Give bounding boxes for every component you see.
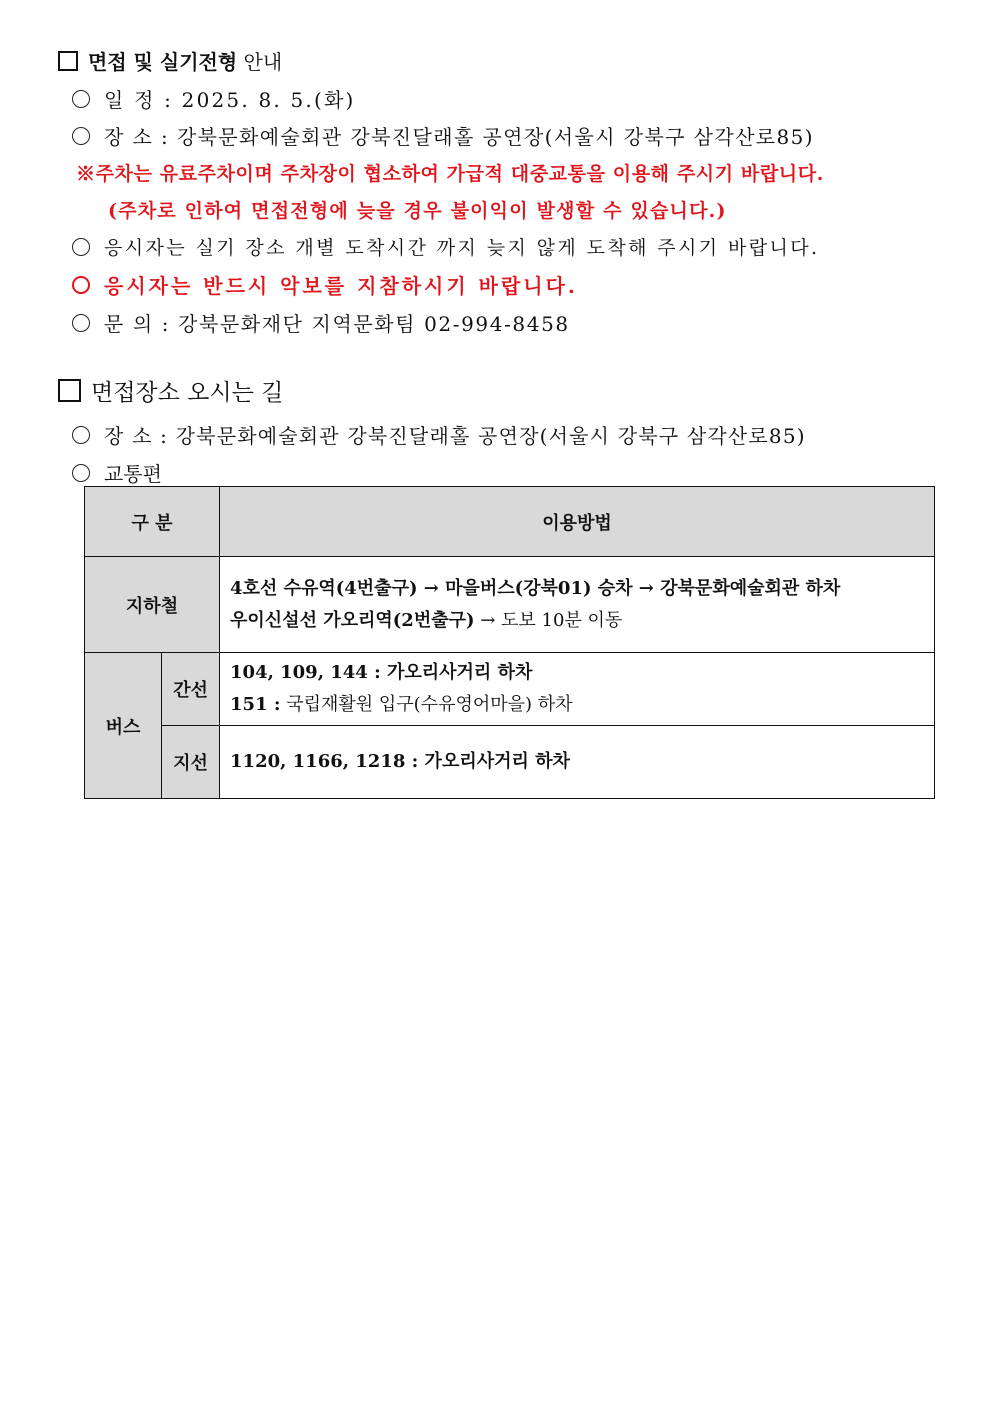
circle-bullet-icon (72, 90, 90, 108)
trunk-route-2 (230, 689, 924, 721)
header-method: 이용방법 (220, 487, 935, 557)
subway-route-2 (230, 605, 924, 637)
subway-route-1: 4호선 수유역(4번출구) → 마을버스(강북01) 승차 → 강북문화예술회관 하차 (230, 577, 841, 599)
place-line (72, 121, 814, 150)
location-line (72, 420, 806, 449)
circle-bullet-icon (72, 464, 90, 482)
transport-table (84, 486, 935, 799)
parking-penalty-text: (주차로 인하여 면접전형에 늦을 경우 불이익이 발생할 수 있습니다.) (108, 200, 727, 222)
section2-heading (58, 374, 283, 407)
table-header-row (85, 487, 935, 557)
subway-method (220, 557, 935, 653)
contact-line (72, 308, 570, 337)
circle-bullet-icon (72, 314, 90, 332)
section1-heading (58, 46, 282, 75)
checkbox-square-icon (58, 51, 78, 71)
parking-penalty-notice (108, 196, 727, 223)
bus-label: 버스 (85, 653, 162, 799)
score-notice-line (72, 270, 578, 299)
table-row (85, 557, 935, 653)
header-type: 구 분 (85, 487, 220, 557)
circle-bullet-icon (72, 238, 90, 256)
table-row (85, 653, 935, 726)
place-text: 장 소 : 강북문화예술회관 강북진달래홀 공연장(서울시 강북구 삼각산로85) (104, 125, 814, 149)
checkbox-square-icon (58, 379, 81, 402)
table-row (85, 726, 935, 799)
circle-bullet-icon (72, 127, 90, 145)
location-text: 장 소 : 강북문화예술회관 강북진달래홀 공연장(서울시 강북구 삼각산로85) (104, 424, 806, 448)
score-notice-text: 응시자는 반드시 악보를 지참하시기 바랍니다. (104, 274, 578, 298)
section1-title-rest: 안내 (237, 50, 283, 74)
subway-route-2-rest: → 도보 10분 이동 (474, 609, 623, 631)
trunk-route-1: 104, 109, 144 : 가오리사거리 하차 (230, 662, 533, 683)
contact-text: 문 의 : 강북문화재단 지역문화팀 02-994-8458 (104, 312, 570, 336)
arrival-line (72, 233, 819, 260)
trunk-route-2-bold: 151 : (230, 694, 281, 715)
subway-route-2-bold: 우이신설선 가오리역(2번출구) (230, 609, 475, 631)
schedule-line (72, 84, 356, 113)
parking-notice (76, 159, 824, 186)
transport-text: 교통편 (104, 462, 162, 486)
branch-method (220, 726, 935, 799)
circle-bullet-icon (72, 426, 90, 444)
branch-route-1: 1120, 1166, 1218 : 가오리사거리 하차 (230, 751, 570, 772)
section1-title-bold: 면접 및 실기전형 (88, 50, 238, 74)
branch-label: 지선 (162, 726, 220, 799)
subway-label: 지하철 (85, 557, 220, 653)
arrival-text: 응시자는 실기 장소 개별 도착시간 까지 늦지 않게 도착해 주시기 바랍니다. (104, 237, 820, 259)
trunk-label: 간선 (162, 653, 220, 726)
trunk-method (220, 653, 935, 726)
trunk-route-2-rest: 국립재활원 입구(수유영어마을) 하차 (280, 694, 573, 715)
parking-notice-text: ※주차는 유료주차이며 주차장이 협소하여 가급적 대중교통을 이용해 주시기 바랍니다. (76, 163, 824, 185)
transport-line (72, 458, 162, 487)
schedule-text: 일 정 : 2025. 8. 5.(화) (104, 88, 356, 112)
circle-bullet-red-icon (72, 276, 90, 294)
section2-title: 면접장소 오시는 길 (91, 380, 284, 406)
